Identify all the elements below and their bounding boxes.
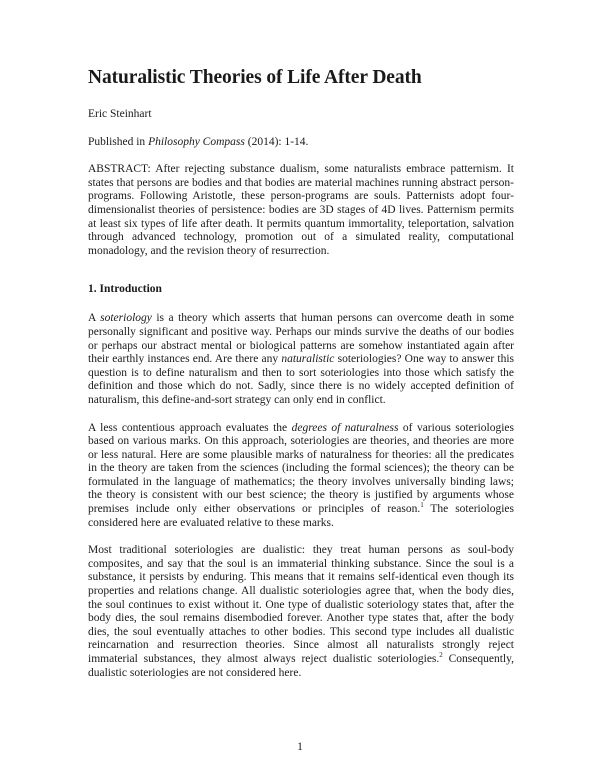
paragraph-2-text-a: A less contentious approach evaluates the xyxy=(88,421,292,434)
term-soteriology: soteriology xyxy=(100,312,152,325)
section-heading-introduction: 1. Introduction xyxy=(88,283,162,296)
paragraph-3 xyxy=(88,544,514,680)
term-degrees-of-naturalness: degrees of naturalness xyxy=(291,421,399,434)
paragraph-2 xyxy=(88,422,514,531)
paragraph-2-text-b: of various soteriologies based on various marks. On this approach, soteriologies are theories, and theories are more or less natural. Here are some plausible marks of naturalness for theories: all the predicates in the theory are taken from the sciences (including the formal sciences); the theory can be formulated in the language of mathematics; the theory involves universally binding laws; the theory is consistent with our best science; the theory is justified by arguments whose premises include only either observations or principles of reason. xyxy=(88,421,515,516)
page-number: 1 xyxy=(297,741,303,753)
paper-title: Naturalistic Theories of Life After Death xyxy=(88,67,422,88)
term-naturalistic: naturalistic xyxy=(281,353,335,366)
footnote-ref-1[interactable]: 1 xyxy=(420,501,424,510)
paragraph-1-text-a: A xyxy=(88,312,101,325)
paragraph-1-text-b: is a theory which asserts that human persons can overcome death in some personally significant and positive way. Perhaps our minds survive the deaths of our bodies or perhaps our abstract mental or biological patterns are somehow instantiated again after their earthly instances end. Are there any xyxy=(88,312,514,366)
author-name: Eric Steinhart xyxy=(88,108,152,120)
paragraph-1 xyxy=(88,312,514,407)
journal-name: Philosophy Compass xyxy=(148,135,245,148)
document-page xyxy=(88,66,514,694)
published-prefix: Published in xyxy=(88,135,149,148)
paragraph-1-text-c: soteriologies? One way to answer this question is to define naturalism and then to sort soteriologies into those which satisfy the definition and those which do not. Sadly, since there is no widely accepted definition of naturalism, this define-and-sort strategy can only end in conflict. xyxy=(88,353,514,406)
footnote-ref-2[interactable]: 2 xyxy=(439,651,443,660)
publication-info xyxy=(88,136,514,150)
published-suffix: (2014): 1-14. xyxy=(244,135,309,148)
paragraph-3-text-b: Consequently, dualistic soteriologies are not considered here. xyxy=(88,653,514,679)
paragraph-3-text-a: Most traditional soteriologies are dualistic: they treat human persons as soul-body composites, and say that the soul is an immaterial thinking substance. Since the soul is a substance, it persists by enduring. This means that it remains self-identical even though its properties and relations change. All dualistic soteriologies agree that, when the body dies, the soul continues to exist without it. One type of dualistic soteriology states that, after the body dies, the soul remains disembodied forever. Another type states that, after the body dies, the soul eventually attaches to other bodies. This second type includes all dualistic reincarnation and resurrection theories. Since almost all naturalists strongly reject immaterial substances, they almost always reject dualistic soteriologies. xyxy=(88,544,514,665)
paragraph-2-text-c: The soteriologies considered here are evaluated relative to these marks. xyxy=(88,503,514,529)
abstract: ABSTRACT: After rejecting substance dualism, some naturalists embrace patternism. It states that persons are bodies and that bodies are material machines running abstract person-programs. Following Aristotle, these person-programs are souls. Patternists adopt four-dimensionalist theories of persistence: bodies are 3D stages of 4D lives. Patternism permits at least six types of life after death. It permits quantum immortality, teleportation, salvation through advanced technology, promotion out of a simulated reality, computational monadology, and the revision theory of resurrection. xyxy=(88,163,514,257)
